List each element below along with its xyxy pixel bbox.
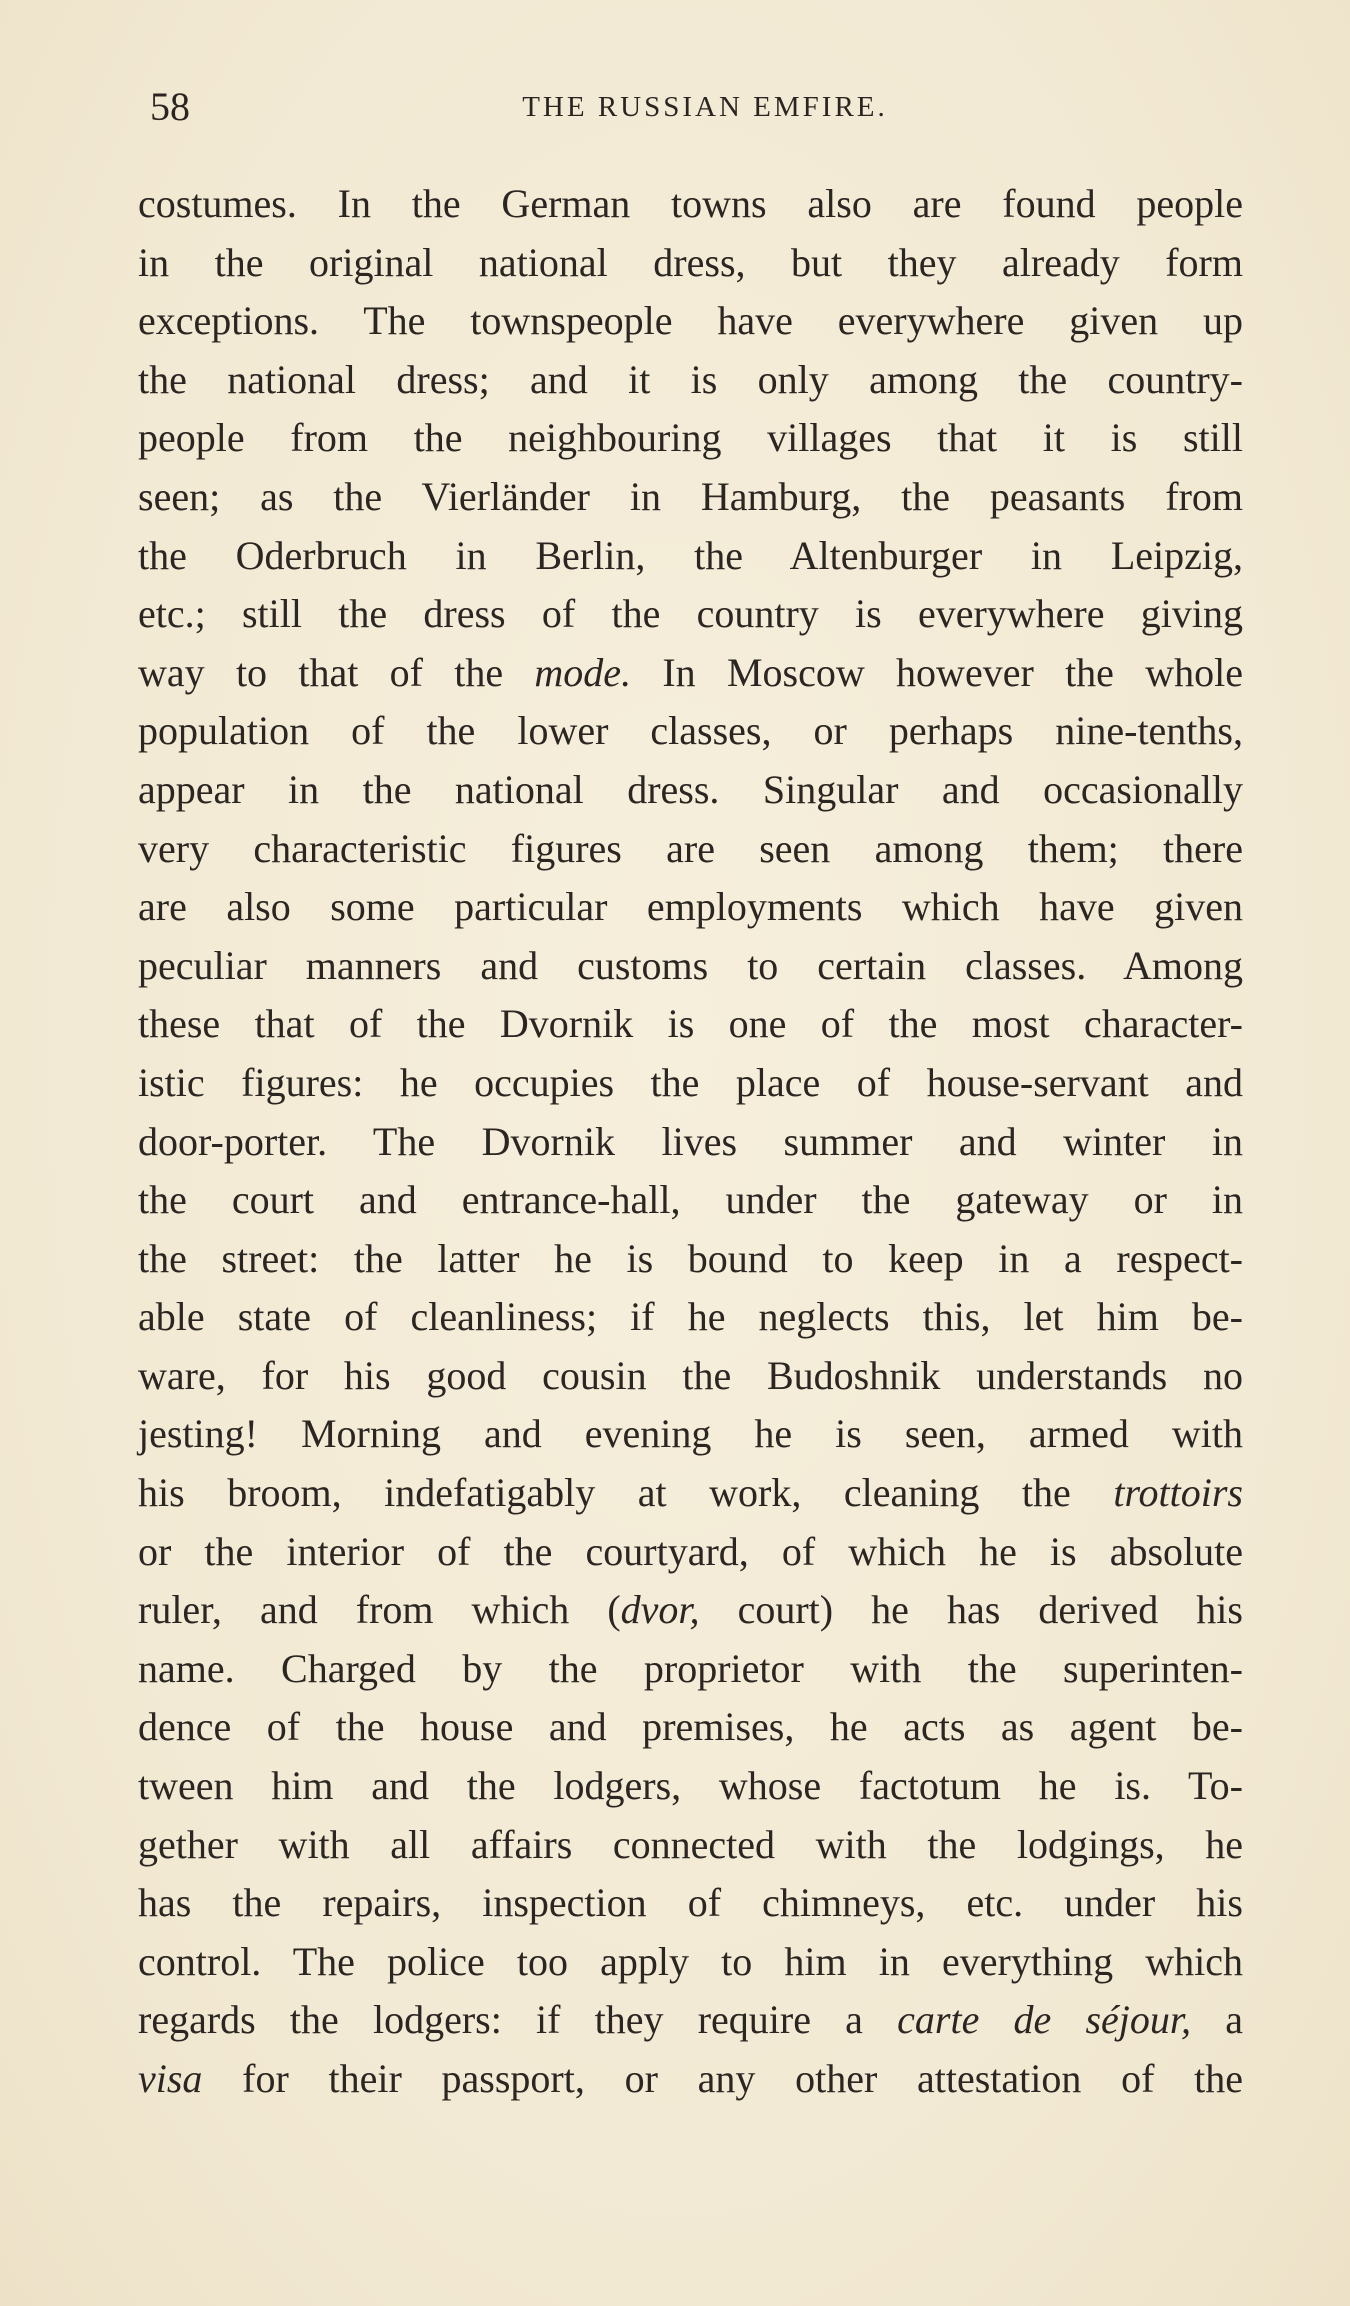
body-text	[138, 175, 1243, 2109]
text-segment: name. Charged by the proprietor with the superinten-	[138, 1645, 1243, 1691]
text-line	[138, 1347, 1243, 1406]
page-header	[150, 82, 1260, 132]
italic-text: carte de séjour,	[897, 1997, 1192, 2043]
text-segment: exceptions. The townspeople have everywhere given up	[138, 298, 1243, 344]
text-line	[138, 878, 1243, 937]
text-segment: in the original national dress, but they already form	[138, 239, 1243, 285]
text-segment: these that of the Dvornik is one of the most character-	[138, 1001, 1243, 1047]
text-line	[138, 527, 1243, 586]
text-line	[138, 1171, 1243, 1230]
italic-text: mode.	[534, 649, 632, 695]
text-segment: a	[1191, 1997, 1243, 2043]
text-line	[138, 1581, 1243, 1640]
text-line	[138, 1640, 1243, 1699]
text-line	[138, 175, 1243, 234]
italic-text: trottoirs	[1113, 1470, 1243, 1516]
text-segment: door-porter. The Dvornik lives summer and winter in	[138, 1118, 1243, 1164]
text-line	[138, 1405, 1243, 1464]
text-line	[138, 585, 1243, 644]
text-line	[138, 234, 1243, 293]
text-segment: able state of cleanliness; if he neglects this, let him be-	[138, 1294, 1243, 1340]
italic-text: dvor,	[620, 1587, 700, 1633]
text-segment: the court and entrance-hall, under the gateway or in	[138, 1177, 1243, 1223]
text-line	[138, 761, 1243, 820]
text-segment: or the interior of the courtyard, of which he is absolute	[138, 1528, 1243, 1574]
text-line	[138, 351, 1243, 410]
text-line	[138, 1230, 1243, 1289]
text-line	[138, 1054, 1243, 1113]
text-segment: ware, for his good cousin the Budoshnik understands no	[138, 1352, 1243, 1398]
italic-text: visa	[138, 2056, 203, 2101]
text-segment: gether with all affairs connected with the lodgings, he	[138, 1821, 1243, 1867]
text-segment: population of the lower classes, or perhaps nine-tenths,	[138, 708, 1243, 754]
text-segment: etc.; still the dress of the country is everywhere giving	[138, 591, 1243, 637]
text-segment: the national dress; and it is only among the country-	[138, 356, 1243, 402]
text-line	[138, 1523, 1243, 1582]
text-segment: court) he has derived his	[699, 1587, 1243, 1633]
text-segment: appear in the national dress. Singular and occasionally	[138, 766, 1243, 812]
text-segment: istic figures: he occupies the place of house-servant and	[138, 1059, 1243, 1105]
text-segment: people from the neighbouring villages that it is still	[138, 415, 1243, 461]
text-segment: dence of the house and premises, he acts as agent be-	[138, 1704, 1243, 1750]
text-segment: the street: the latter he is bound to keep in a respect-	[138, 1235, 1243, 1281]
text-segment: are also some particular employments which have given	[138, 884, 1243, 930]
text-line	[138, 1698, 1243, 1757]
text-line	[138, 1757, 1243, 1816]
running-head: THE RUSSIAN EMFIRE.	[522, 91, 888, 123]
text-segment: peculiar manners and customs to certain classes. Among	[138, 942, 1243, 988]
text-segment: regards the lodgers: if they require a	[138, 1997, 898, 2043]
text-line	[138, 468, 1243, 527]
text-segment: control. The police too apply to him in everything which	[138, 1938, 1243, 1984]
text-line	[138, 1874, 1243, 1933]
text-segment: seen; as the Vierländer in Hamburg, the peasants from	[138, 473, 1243, 519]
page-number: 58	[150, 84, 190, 129]
text-line	[138, 1113, 1243, 1172]
text-segment: the Oderbruch in Berlin, the Altenburger in Leipzig,	[138, 532, 1243, 578]
text-segment: for their passport, or any other attestation of the	[202, 2056, 1243, 2101]
text-line	[138, 292, 1243, 351]
text-segment: very characteristic figures are seen among them; there	[138, 825, 1243, 871]
text-line	[138, 644, 1243, 703]
text-line	[138, 820, 1243, 879]
text-segment: costumes. In the German towns also are found people	[138, 181, 1243, 226]
text-line	[138, 995, 1243, 1054]
text-segment: way to that of the	[138, 649, 535, 695]
text-segment: jesting! Morning and evening he is seen, armed with	[138, 1411, 1243, 1457]
text-segment: has the repairs, inspection of chimneys, etc. under his	[138, 1880, 1243, 1926]
text-line	[138, 1464, 1243, 1523]
text-segment: ruler, and from which (	[138, 1587, 621, 1633]
text-line	[138, 1991, 1243, 2050]
text-segment: In Moscow however the whole	[631, 649, 1243, 695]
text-line	[138, 1288, 1243, 1347]
text-segment: his broom, indefatigably at work, cleaning the	[138, 1470, 1114, 1516]
text-line	[138, 1816, 1243, 1875]
text-line	[138, 1933, 1243, 1992]
text-line	[138, 702, 1243, 761]
text-segment: tween him and the lodgers, whose factotum he is. To-	[138, 1763, 1243, 1809]
text-line	[138, 937, 1243, 996]
text-line	[138, 2050, 1243, 2109]
text-line	[138, 409, 1243, 468]
